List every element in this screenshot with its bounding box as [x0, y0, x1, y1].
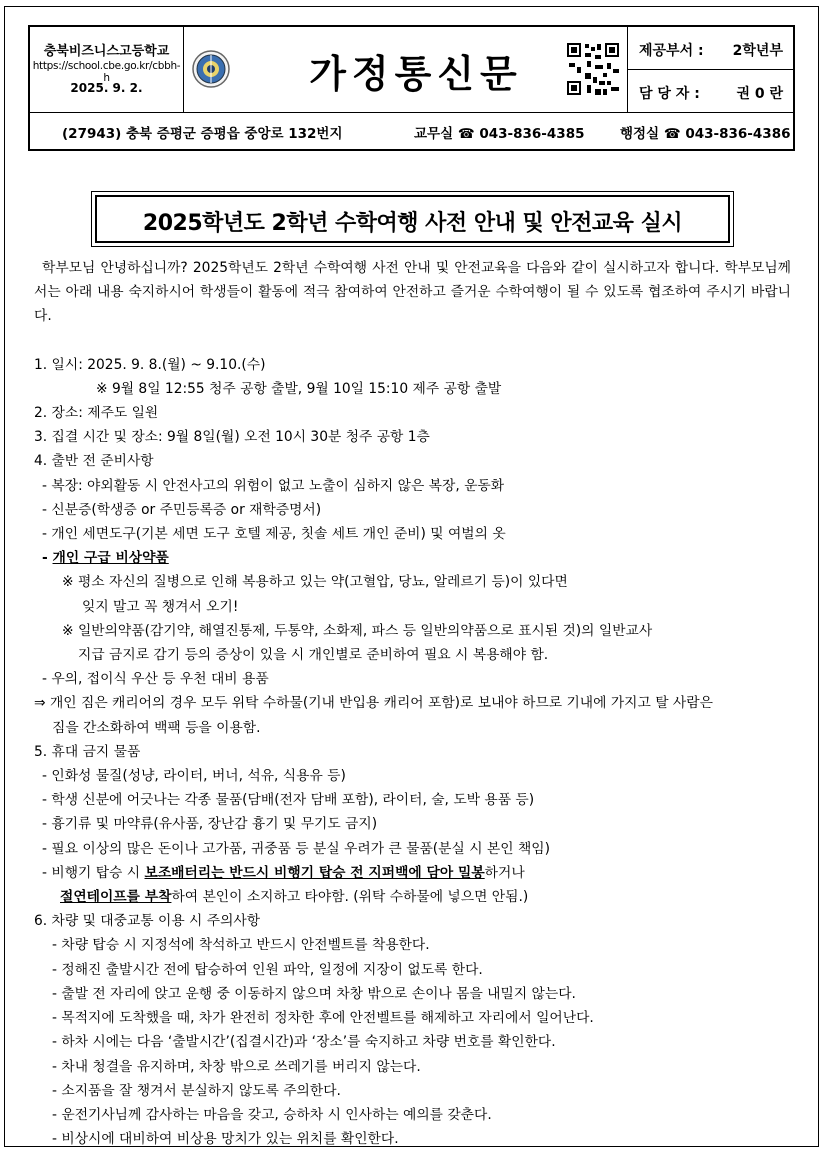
spacer: [34, 329, 794, 353]
medicine-note-2a: ※ 일반의약품(감기약, 해열진통제, 두통약, 소화제, 파스 등 일반의약품으로 표시된 것)의 일반교사: [62, 622, 653, 639]
tape-rule-bold: 절연테이프를 부착: [60, 889, 172, 906]
info-cell: [627, 27, 793, 112]
section-3-meeting: 3. 집결 시간 및 장소: 9월 8일(월) 오전 10시 30분 청주 공항 1층: [34, 429, 430, 446]
vehicle-rule-8: - 운전기사님께 감사하는 마음을 갖고, 승하차 시 인사하는 예의를 갖춘다.: [52, 1106, 492, 1123]
vehicle-rule-3: - 출발 전 자리에 앉고 운행 중 이동하지 않으며 차창 밖으로 손이나 몸을 내밀지 않는다.: [52, 985, 576, 1002]
luggage-note-b: 짐을 간소화하여 백팩 등을 이용함.: [52, 719, 261, 736]
document-body: [34, 256, 794, 1151]
admin-office-phone: 행정실 ☎ 043-836-4386: [620, 126, 791, 142]
school-url[interactable]: https://school.cbe.go.kr/cbbh-h: [32, 60, 181, 84]
tape-rule-post: 하여 본인이 소지하고 타야함. (위탁 수하물에 넣으면 안됨.): [171, 889, 529, 906]
department-value: 2학년부: [732, 43, 783, 59]
intro-text: 학부모님 안녕하십니까? 2025학년도 2학년 수학여행 사전 안내 및 안전교육을 다음와 같이 실시하고자 합니다. 학부모님께서는 아래 내용 숙지하시어 학생들이 활동에 적극 참여하여 안전하고 즐거운 수학여행이 될 수 있도록 협조하여 주시기 바랍니다.: [34, 260, 791, 325]
vehicle-rule-1: - 차량 탑승 시 지정석에 착석하고 반드시 안전벨트를 착용한다.: [52, 937, 430, 954]
prep-item-medicine: [34, 546, 794, 570]
newsletter-header: [28, 25, 795, 151]
prep-item-rain: - 우의, 접이식 우산 등 우천 대비 용품: [42, 671, 269, 688]
section-5-heading: 5. 휴대 금지 물품: [34, 743, 141, 760]
vehicle-rule-2: - 정해진 출발시간 전에 탑승하여 인원 파악, 일정에 지장이 없도록 한다.: [52, 961, 483, 978]
department-row: [627, 27, 793, 70]
department-label: 제공부서 :: [639, 43, 704, 59]
header-contact-row: [30, 113, 793, 149]
qr-code[interactable]: [559, 27, 628, 112]
newsletter-title: 가정통신문: [309, 52, 523, 96]
prep-item-clothing: - 복장: 야외활동 시 안전사고의 위험이 없고 노출이 심하지 않은 복장, 운동화: [42, 477, 505, 494]
document-title: 2025학년도 2학년 수학여행 사전 안내 및 안전교육 실시: [142, 211, 683, 236]
vehicle-rule-9: - 비상시에 대비하여 비상용 망치가 있는 위치를 확인한다.: [52, 1131, 399, 1148]
contact-label: 담 당 자 :: [639, 86, 700, 102]
battery-rule-a: [34, 861, 794, 885]
school-info-cell: [30, 27, 184, 112]
battery-rule-bold: 보조배터리는 반드시 비행기 탑승 전 지퍼백에 담아 밀봉: [144, 864, 485, 881]
prep-item-toiletries: - 개인 세면도구(기본 세면 도구 호텔 제공, 칫솔 세트 개인 준비) 및 여벌의 옷: [42, 526, 506, 543]
vehicle-rule-7: - 소지품을 잘 챙겨서 분실하지 않도록 주의한다.: [52, 1082, 341, 1099]
contact-value: 권 0 란: [736, 86, 783, 102]
vehicle-rule-5: - 하차 시에는 다음 ‘출발시간’(집결시간)과 ‘장소’를 숙지하고 차량 번호를 확인한다.: [52, 1034, 556, 1051]
vehicle-rule-4: - 목적지에 도착했을 때, 차가 완전히 정차한 후에 안전벨트를 해제하고 자리에서 일어난다.: [52, 1010, 594, 1027]
section-1-date: 1. 일시: 2025. 9. 8.(월) ~ 9.10.(수): [34, 356, 266, 373]
luggage-note-a: ⇒ 개인 짐은 캐리어의 경우 모두 위탁 수하물(기내 반입용 캐리어 포함)로 보내야 하므로 기내에 가지고 탈 사람은: [34, 695, 713, 712]
medicine-note-1b: 잊지 말고 꼭 챙겨서 오기!: [82, 598, 239, 615]
school-name: 충북비즈니스고등학교: [43, 44, 170, 59]
section-4-heading: 4. 출반 전 준비사항: [34, 453, 154, 470]
prohibited-weapons: - 흉기류 및 마약류(유사품, 장난감 흉기 및 무기도 금지): [42, 816, 378, 833]
academic-office-phone: 교무실 ☎ 043-836-4385: [414, 126, 585, 142]
battery-rule-post: 하거나: [484, 864, 525, 881]
prep-medicine-dash: -: [42, 550, 53, 567]
prohibited-inappropriate: - 학생 신분에 어긋나는 각종 물품(담배(전자 담배 포함), 라이터, 술, 도박 용품 등): [42, 792, 535, 809]
section-2-place: 2. 장소: 제주도 일원: [34, 405, 159, 422]
section-6-heading: 6. 차량 및 대중교통 이용 시 주의사항: [34, 913, 261, 930]
prep-item-id: - 신분증(학생증 or 주민등록증 or 재학증명서): [42, 501, 322, 518]
school-address: (27943) 충북 증평군 증평읍 중앙로 132번지: [62, 126, 343, 142]
prohibited-flammables: - 인화성 물질(성냥, 라이터, 버너, 석유, 식용유 등): [42, 768, 346, 785]
school-emblem: [183, 27, 273, 112]
section-1-note: ※ 9월 8일 12:55 청주 공항 출발, 9월 10일 15:10 제주 공항 출발: [96, 380, 502, 397]
prohibited-valuables: - 필요 이상의 많은 돈이나 고가품, 귀중품 등 분실 우려가 큰 물품(분실 시 본인 책임): [42, 840, 551, 857]
intro-paragraph: [34, 256, 791, 329]
battery-rule-pre: - 비행기 탑승 시: [42, 864, 145, 881]
document-title-box: [91, 191, 734, 247]
vehicle-rule-6: - 차내 청결을 유지하며, 차창 밖으로 쓰레기를 버리지 않는다.: [52, 1058, 421, 1075]
contact-row: [627, 70, 793, 112]
issue-date: 2025. 9. 2.: [70, 81, 143, 95]
prep-medicine-label: 개인 구급 비상약품: [52, 550, 169, 567]
medicine-note-2b: 지급 금지로 감기 등의 증상이 있을 시 개인별로 준비하여 필요 시 복용해야 함.: [78, 647, 549, 664]
medicine-note-1a: ※ 평소 자신의 질병으로 인해 복용하고 있는 약(고혈압, 당뇨, 알레르기 등)이 있다면: [62, 574, 568, 591]
battery-rule-b: [34, 885, 794, 909]
newsletter-title-cell: [273, 27, 559, 112]
header-top-row: [30, 27, 793, 113]
document-title-frame: [95, 195, 730, 243]
